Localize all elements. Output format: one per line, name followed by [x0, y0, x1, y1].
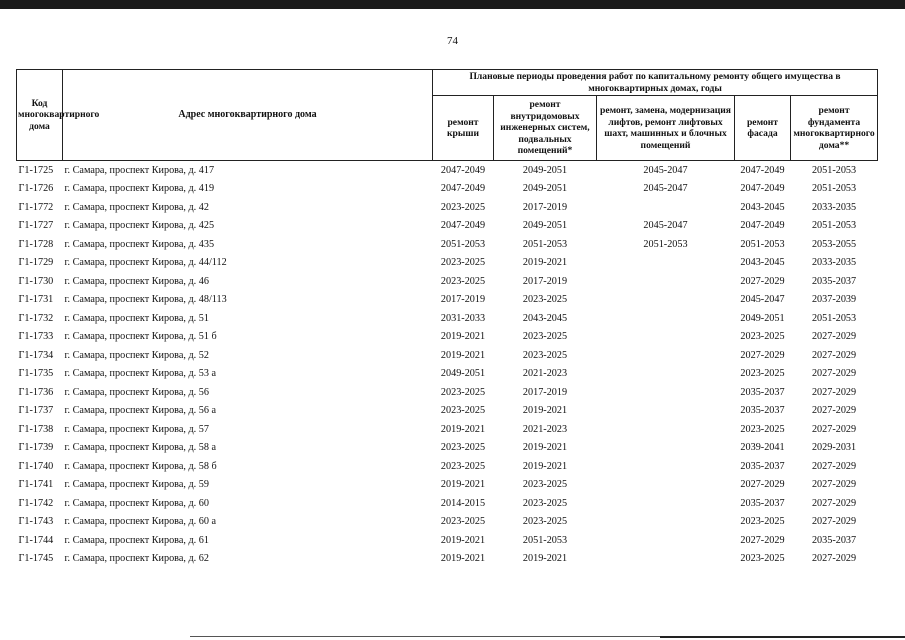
table-row [17, 439, 878, 458]
cell-elevator-period [597, 383, 735, 402]
top-border-bar [0, 0, 905, 9]
cell-address: г. Самара, проспект Кирова, д. 42 [64, 201, 209, 213]
cell-foundation-period: 2027-2029 [811, 349, 857, 361]
cell-address: г. Самара, проспект Кирова, д. 52 [64, 349, 209, 361]
cell-address: г. Самара, проспект Кирова, д. 59 [64, 479, 209, 491]
header-planned-periods: Плановые периоды проведения работ по капитальному ремонту общего имущества в многоквартирных домах, годы [433, 70, 878, 96]
cell-code: Г1-1733 [18, 331, 54, 343]
cell-address: г. Самара, проспект Кирова, д. 60 а [64, 516, 217, 528]
cell-address: г. Самара, проспект Кирова, д. 46 [64, 275, 209, 287]
cell-foundation-period: 2051-2053 [811, 312, 857, 324]
cell-code: Г1-1736 [18, 386, 54, 398]
table-row [17, 550, 878, 569]
table-row [17, 420, 878, 439]
cell-engineering-period: 2017-2019 [522, 275, 568, 287]
cell-engineering-period: 2019-2021 [522, 442, 568, 454]
cell-address: г. Самара, проспект Кирова, д. 44/112 [64, 257, 227, 269]
cell-code: Г1-1739 [18, 442, 54, 454]
cell-address: г. Самара, проспект Кирова, д. 51 [64, 312, 209, 324]
cell-address: г. Самара, проспект Кирова, д. 62 [64, 553, 209, 565]
header-foundation-repair: ремонт фундамента многоквартирного дома** [791, 96, 878, 161]
cell-elevator-period [597, 309, 735, 328]
cell-engineering-period: 2023-2025 [522, 479, 568, 491]
cell-facade-period: 2047-2049 [740, 183, 785, 195]
cell-code: Г1-1744 [18, 534, 54, 546]
header-address: Адрес многоквартирного дома [63, 70, 433, 161]
cell-address: г. Самара, проспект Кирова, д. 56 [64, 386, 209, 398]
table-row [17, 513, 878, 532]
cell-roof-period: 2019-2021 [440, 479, 486, 491]
cell-elevator-period [597, 402, 735, 421]
cell-facade-period: 2023-2025 [740, 553, 785, 565]
cell-elevator-period [597, 513, 735, 532]
cell-code: Г1-1727 [18, 220, 54, 232]
cell-foundation-period: 2035-2037 [811, 275, 857, 287]
cell-engineering-period: 2049-2051 [522, 183, 568, 195]
cell-code: Г1-1742 [18, 497, 54, 509]
cell-facade-period: 2023-2025 [740, 331, 785, 343]
bottom-rule-dark [660, 636, 905, 638]
cell-foundation-period: 2033-2035 [811, 201, 857, 213]
cell-facade-period: 2043-2045 [740, 257, 785, 269]
cell-facade-period: 2023-2025 [740, 423, 785, 435]
table-row [17, 217, 878, 236]
header-roof-repair: ремонт крыши [433, 96, 494, 161]
cell-roof-period: 2047-2049 [440, 220, 486, 232]
cell-elevator-period [597, 531, 735, 550]
cell-engineering-period: 2019-2021 [522, 460, 568, 472]
cell-facade-period: 2027-2029 [740, 349, 785, 361]
cell-roof-period: 2047-2049 [440, 183, 486, 195]
cell-facade-period: 2043-2045 [740, 201, 785, 213]
cell-roof-period: 2017-2019 [440, 294, 486, 306]
header-facade-repair: ремонт фасада [735, 96, 791, 161]
cell-foundation-period: 2051-2053 [811, 183, 857, 195]
cell-foundation-period: 2033-2035 [811, 257, 857, 269]
cell-code: Г1-1730 [18, 275, 54, 287]
cell-code: Г1-1729 [18, 257, 54, 269]
cell-engineering-period: 2019-2021 [522, 257, 568, 269]
cell-engineering-period: 2019-2021 [522, 553, 568, 565]
table-row [17, 457, 878, 476]
cell-address: г. Самара, проспект Кирова, д. 51 б [64, 331, 217, 343]
cell-facade-period: 2023-2025 [740, 516, 785, 528]
cell-address: г. Самара, проспект Кирова, д. 57 [64, 423, 209, 435]
cell-engineering-period: 2021-2023 [522, 423, 568, 435]
cell-elevator-period [597, 328, 735, 347]
cell-elevator-period [597, 476, 735, 495]
cell-elevator-period [597, 550, 735, 569]
table-row [17, 365, 878, 384]
cell-elevator-period: 2045-2047 [643, 183, 688, 195]
cell-engineering-period: 2051-2053 [522, 534, 568, 546]
cell-engineering-period: 2019-2021 [522, 405, 568, 417]
header-code: Код многоквартирного дома [17, 70, 63, 161]
table-row [17, 383, 878, 402]
table-row [17, 328, 878, 347]
cell-foundation-period: 2029-2031 [811, 442, 857, 454]
cell-roof-period: 2049-2051 [440, 368, 486, 380]
cell-elevator-period [597, 457, 735, 476]
cell-roof-period: 2019-2021 [440, 331, 486, 343]
cell-roof-period: 2023-2025 [440, 275, 486, 287]
cell-elevator-period [597, 272, 735, 291]
cell-address: г. Самара, проспект Кирова, д. 48/113 [64, 294, 227, 306]
cell-foundation-period: 2027-2029 [811, 553, 857, 565]
cell-roof-period: 2019-2021 [440, 349, 486, 361]
cell-elevator-period [597, 420, 735, 439]
cell-roof-period: 2023-2025 [440, 516, 486, 528]
cell-foundation-period: 2037-2039 [811, 294, 857, 306]
cell-engineering-period: 2017-2019 [522, 386, 568, 398]
table-row [17, 291, 878, 310]
cell-facade-period: 2035-2037 [740, 405, 785, 417]
cell-engineering-period: 2021-2023 [522, 368, 568, 380]
cell-code: Г1-1740 [18, 460, 54, 472]
cell-code: Г1-1728 [18, 238, 54, 250]
cell-code: Г1-1743 [18, 516, 54, 528]
cell-elevator-period [597, 439, 735, 458]
table-row [17, 161, 878, 180]
cell-roof-period: 2023-2025 [440, 257, 486, 269]
cell-roof-period: 2023-2025 [440, 405, 486, 417]
cell-elevator-period [597, 346, 735, 365]
cell-foundation-period: 2027-2029 [811, 405, 857, 417]
table-row [17, 476, 878, 495]
cell-engineering-period: 2023-2025 [522, 331, 568, 343]
cell-address: г. Самара, проспект Кирова, д. 58 б [64, 460, 217, 472]
cell-roof-period: 2031-2033 [440, 312, 486, 324]
cell-address: г. Самара, проспект Кирова, д. 419 [64, 183, 215, 195]
header-engineering-systems-repair: ремонт внутридомовых инженерных систем, подвальных помещений* [494, 96, 597, 161]
cell-roof-period: 2023-2025 [440, 460, 486, 472]
cell-roof-period: 2047-2049 [433, 161, 494, 180]
cell-facade-period: 2047-2049 [740, 220, 785, 232]
cell-elevator-period [597, 291, 735, 310]
cell-foundation-period: 2027-2029 [811, 460, 857, 472]
cell-foundation-period: 2051-2053 [791, 161, 878, 180]
cell-foundation-period: 2027-2029 [811, 516, 857, 528]
cell-foundation-period: 2027-2029 [811, 423, 857, 435]
cell-engineering-period: 2023-2025 [522, 497, 568, 509]
page-number: 74 [447, 35, 458, 47]
cell-roof-period: 2019-2021 [440, 534, 486, 546]
cell-facade-period: 2035-2037 [740, 497, 785, 509]
cell-address: г. Самара, проспект Кирова, д. 53 а [64, 368, 217, 380]
cell-elevator-period [597, 365, 735, 384]
cell-roof-period: 2019-2021 [440, 553, 486, 565]
cell-roof-period: 2023-2025 [440, 201, 486, 213]
cell-code: Г1-1732 [18, 312, 54, 324]
table-row [17, 254, 878, 273]
table-body [17, 161, 878, 569]
cell-address: г. Самара, проспект Кирова, д. 58 а [64, 442, 217, 454]
cell-foundation-period: 2027-2029 [811, 479, 857, 491]
cell-facade-period: 2039-2041 [740, 442, 785, 454]
cell-elevator-period [597, 254, 735, 273]
cell-code: Г1-1735 [18, 368, 54, 380]
cell-foundation-period: 2027-2029 [811, 497, 857, 509]
cell-code: Г1-1734 [18, 349, 54, 361]
cell-engineering-period: 2023-2025 [522, 349, 568, 361]
table-row [17, 402, 878, 421]
cell-code: Г1-1772 [18, 201, 54, 213]
cell-address: г. Самара, проспект Кирова, д. 56 а [64, 405, 217, 417]
cell-facade-period: 2023-2025 [740, 368, 785, 380]
header-elevator-repair: ремонт, замена, модернизация лифтов, ремонт лифтовых шахт, машинных и блочных помещений [597, 96, 735, 161]
cell-facade-period: 2027-2029 [740, 534, 785, 546]
cell-address: г. Самара, проспект Кирова, д. 417 [63, 161, 433, 180]
cell-code: Г1-1726 [18, 183, 54, 195]
cell-foundation-period: 2053-2055 [811, 238, 857, 250]
cell-foundation-period: 2027-2029 [811, 331, 857, 343]
cell-foundation-period: 2027-2029 [811, 386, 857, 398]
table-row [17, 309, 878, 328]
table-row [17, 180, 878, 199]
cell-roof-period: 2019-2021 [440, 423, 486, 435]
cell-roof-period: 2023-2025 [440, 442, 486, 454]
cell-facade-period: 2047-2049 [735, 161, 791, 180]
cell-engineering-period: 2049-2051 [494, 161, 597, 180]
cell-code: Г1-1731 [18, 294, 54, 306]
cell-roof-period: 2014-2015 [440, 497, 486, 509]
cell-foundation-period: 2027-2029 [811, 368, 857, 380]
table-row [17, 272, 878, 291]
cell-engineering-period: 2043-2045 [522, 312, 568, 324]
cell-facade-period: 2035-2037 [740, 460, 785, 472]
cell-engineering-period: 2017-2019 [522, 201, 568, 213]
cell-elevator-period: 2051-2053 [643, 238, 688, 250]
cell-address: г. Самара, проспект Кирова, д. 60 [64, 497, 209, 509]
cell-code: Г1-1737 [18, 405, 54, 417]
cell-facade-period: 2049-2051 [740, 312, 785, 324]
cell-elevator-period: 2045-2047 [597, 161, 735, 180]
cell-engineering-period: 2023-2025 [522, 294, 568, 306]
repair-schedule-table [16, 69, 878, 568]
cell-elevator-period [597, 494, 735, 513]
cell-code: Г1-1738 [18, 423, 54, 435]
cell-elevator-period [597, 198, 735, 217]
cell-code: Г1-1741 [18, 479, 54, 491]
cell-facade-period: 2045-2047 [740, 294, 785, 306]
cell-code: Г1-1745 [18, 553, 54, 565]
cell-foundation-period: 2035-2037 [811, 534, 857, 546]
table-row [17, 235, 878, 254]
table-row [17, 531, 878, 550]
cell-elevator-period: 2045-2047 [643, 220, 688, 232]
cell-facade-period: 2051-2053 [740, 238, 785, 250]
cell-facade-period: 2027-2029 [740, 479, 785, 491]
table-row [17, 494, 878, 513]
cell-foundation-period: 2051-2053 [811, 220, 857, 232]
cell-facade-period: 2035-2037 [740, 386, 785, 398]
cell-address: г. Самара, проспект Кирова, д. 435 [64, 238, 215, 250]
cell-engineering-period: 2051-2053 [522, 238, 568, 250]
cell-roof-period: 2051-2053 [440, 238, 486, 250]
cell-address: г. Самара, проспект Кирова, д. 425 [64, 220, 215, 232]
table-row [17, 198, 878, 217]
table-row [17, 346, 878, 365]
cell-address: г. Самара, проспект Кирова, д. 61 [64, 534, 209, 546]
cell-roof-period: 2023-2025 [440, 386, 486, 398]
cell-engineering-period: 2049-2051 [522, 220, 568, 232]
cell-facade-period: 2027-2029 [740, 275, 785, 287]
cell-code: Г1-1725 [17, 161, 63, 180]
cell-engineering-period: 2023-2025 [522, 516, 568, 528]
